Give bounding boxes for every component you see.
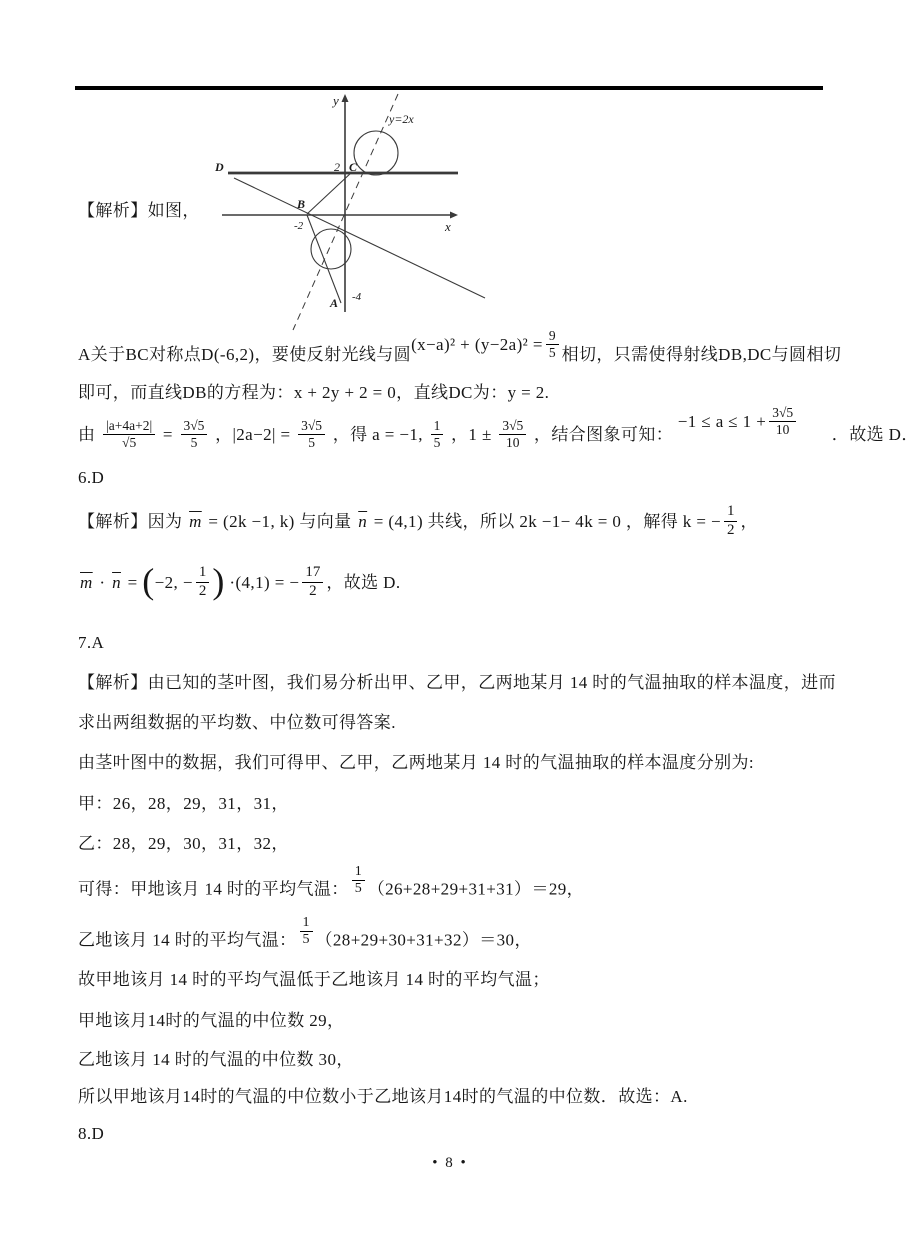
frac-num: 1 <box>431 418 444 435</box>
s6-header-text: 6.D <box>78 468 105 487</box>
point-a-label: A <box>330 296 339 310</box>
s5-l1-pre: A关于BC对称点D(-6,2)，要使反射光线与圆 <box>78 345 412 364</box>
solution7-p4 <box>78 965 550 990</box>
frac-den: 2 <box>198 582 207 599</box>
frac-num: 3√5 <box>769 405 796 422</box>
s7-avg2-frac-15 <box>300 915 313 948</box>
solution6-line2 <box>78 552 401 614</box>
s5-l3-frac-355a <box>181 418 208 450</box>
point-d-label: D <box>215 160 224 174</box>
solution7-jia-data <box>78 789 289 814</box>
s7-p3-text: 由茎叶图中的数据，我们可得甲、乙甲，乙两地某月 14 时的气温抽取的样本温度分别为: <box>78 753 755 772</box>
s7-avg1-frac-15 <box>352 864 365 897</box>
s5-l3-frac-dist <box>103 418 155 450</box>
s7-p2-text: 求出两组数据的平均数、中位数可得答案. <box>78 713 396 732</box>
s6-l2-eq: = <box>127 573 138 592</box>
frac-num: 17 <box>302 564 323 582</box>
solution7-yi-data <box>78 829 289 854</box>
s5-l3-ineq-text: −1 ≤ a ≤ 1 + <box>677 412 767 431</box>
s7-avg1-post: （26+28+29+31+31）＝29， <box>367 879 585 899</box>
page-number <box>0 1155 900 1172</box>
s5-l3-s2: ，得 a = −1, <box>332 425 423 444</box>
y-axis-label: y <box>333 93 339 108</box>
s7-p6-text: 乙地该月 14 时的气温的中位数 30， <box>78 1050 354 1069</box>
s6-l2-frac-12 <box>196 564 210 600</box>
s6-l2-open-paren: ( <box>142 561 155 602</box>
s6-l1-meq: = (2k −1, k) <box>208 512 295 531</box>
s6-l2-vec-m: $\overline{m}$ <box>80 573 93 592</box>
solution5-intro <box>78 196 200 221</box>
y-axis-arrow <box>342 94 349 102</box>
frac-den: 10 <box>506 434 520 450</box>
s6-l1-mid: 与向量 <box>299 512 352 531</box>
s5-l3-s1: ，|2a−2| = <box>215 425 291 444</box>
tick-2-label: 2 <box>334 160 340 174</box>
s7-p4-text: 故甲地该月 14 时的平均气温低于乙地该月 14 时的平均气温； <box>78 970 550 989</box>
s6-l2-mid: ·(4,1) = − <box>229 573 300 592</box>
frac-den: 5 <box>190 434 198 450</box>
solution5-intro-text: 【解析】如图， <box>78 201 200 220</box>
line-eq-label: y=2x <box>389 112 414 126</box>
frac-num: 1 <box>300 915 313 932</box>
frac-den: 2 <box>726 521 735 538</box>
frac-den: 10 <box>775 421 790 437</box>
s6-l1-neq: = (4,1) <box>373 512 424 531</box>
s5-l3-frac-15 <box>431 418 444 450</box>
x-axis-label: x <box>445 219 451 234</box>
frac-num: 1 <box>196 564 210 582</box>
solution5-line2 <box>78 378 549 403</box>
frac-den: 5 <box>433 434 441 450</box>
s5-l3-eq1: = <box>162 425 173 444</box>
s7-p7-text: 所以甲地该月14时的气温的中位数小于乙地该月14时的气温的中位数．故选：A. <box>78 1087 688 1106</box>
s5-l1-circle-eq <box>411 328 561 360</box>
solution7-p7 <box>78 1082 688 1107</box>
s5-l3-end: ．故选 D． <box>831 425 919 444</box>
s7-header-text: 7.A <box>78 633 105 652</box>
frac-num: |a+4a+2| <box>103 418 155 435</box>
s5-l1-frac-9-5 <box>546 328 559 360</box>
geometry-figure <box>185 88 515 338</box>
solution7-header <box>78 633 104 653</box>
tick-neg4-label: -4 <box>352 291 362 303</box>
frac-num: 1 <box>352 864 365 881</box>
frac-num: 3√5 <box>298 418 325 435</box>
s7-avg1-pre: 可得：甲地该月 14 时的平均气温： <box>78 879 349 899</box>
frac-den: 5 <box>308 434 315 450</box>
solution7-avg2 <box>78 915 532 958</box>
solution7-p2 <box>78 708 396 733</box>
solution5-line3 <box>78 405 919 458</box>
s5-l1-post: 相切，只需使得射线DB,DC与圆相切 <box>561 345 842 364</box>
s7-avg2-pre: 乙地该月 14 时的平均气温： <box>78 930 297 950</box>
s6-l1-pre: 【解析】因为 <box>78 512 183 531</box>
s5-l3-frac-355b <box>298 418 325 450</box>
solution7-p6 <box>78 1045 354 1070</box>
s7-p5-text: 甲地该月14时的气温的中位数 29， <box>78 1011 345 1030</box>
s6-l1-end: ， <box>740 512 758 531</box>
s5-l2-text: 即可，而直线DB的方程为：x + 2y + 2 = 0，直线DC为：y = 2. <box>78 383 550 402</box>
frac-den: √5 <box>122 434 137 450</box>
frac-den: 5 <box>354 881 362 897</box>
frac-den: 2 <box>309 582 317 599</box>
frac-den: 5 <box>302 932 310 948</box>
x-axis-arrow <box>450 212 458 219</box>
s5-l3-you: 由 <box>78 425 96 444</box>
s6-l1-vec-m: $\overline{m}$ <box>189 512 202 531</box>
s5-l1-eq-text: (x−a)² + (y−2a)² = <box>411 335 543 354</box>
frac-num: 3√5 <box>499 418 526 435</box>
s6-l2-frac-172 <box>302 564 323 600</box>
line-ab <box>307 215 341 303</box>
s7-avg2-post: （28+29+30+31+32）＝30， <box>315 930 532 950</box>
solution7-p3 <box>78 748 754 773</box>
s5-l3-frac-3510b <box>769 405 796 437</box>
circle-upper <box>354 131 398 175</box>
s6-l2-vec-n: $\overline{n}$ <box>112 573 121 592</box>
s7-p1-text: 【解析】由已知的茎叶图，我们易分析出甲、乙甲，乙两地某月 14 时的气温抽取的样本温度，进而 <box>78 673 836 692</box>
solution8-header <box>78 1124 104 1144</box>
page-number-text: • 8 • <box>432 1155 468 1171</box>
solution5-line1 <box>78 328 842 372</box>
frac-num: 9 <box>546 328 559 345</box>
s8-header-text: 8.D <box>78 1124 105 1143</box>
point-c-label: C <box>349 160 358 174</box>
solution7-avg1 <box>78 864 585 907</box>
solution7-p5 <box>78 1006 344 1031</box>
s5-l3-s4: ，结合图象可知： <box>533 425 674 444</box>
s5-l3-inequality <box>677 405 799 437</box>
s6-l1-frac-12 <box>724 503 738 539</box>
line-db-extended <box>234 178 485 298</box>
solution7-p1 <box>78 668 836 693</box>
s7-yi-text: 乙：28，29，30，31，32， <box>78 834 289 853</box>
frac-num: 3√5 <box>181 418 208 435</box>
s5-l3-s3: ，1 ± <box>451 425 492 444</box>
s6-l1-vec-n: $\overline{n}$ <box>358 512 368 531</box>
s6-l1-post: 共线，所以 2k −1− 4k = 0 ，解得 k = − <box>427 512 721 531</box>
tick-neg2-label: -2 <box>294 220 304 232</box>
s7-jia-text: 甲：26，28，29，31，31， <box>78 794 289 813</box>
s6-l2-end: ，故选 D. <box>326 573 401 592</box>
frac-num: 1 <box>724 503 738 521</box>
s6-l2-in1: −2, − <box>154 573 193 592</box>
s6-l2-dot: · <box>99 573 106 592</box>
s6-l2-close-paren: ) <box>212 561 225 602</box>
solution6-header <box>78 468 104 488</box>
solution6-line1 <box>78 498 758 546</box>
point-b-label: B <box>297 197 306 211</box>
frac-den: 5 <box>548 344 556 360</box>
s5-l3-frac-3510a <box>499 418 526 450</box>
